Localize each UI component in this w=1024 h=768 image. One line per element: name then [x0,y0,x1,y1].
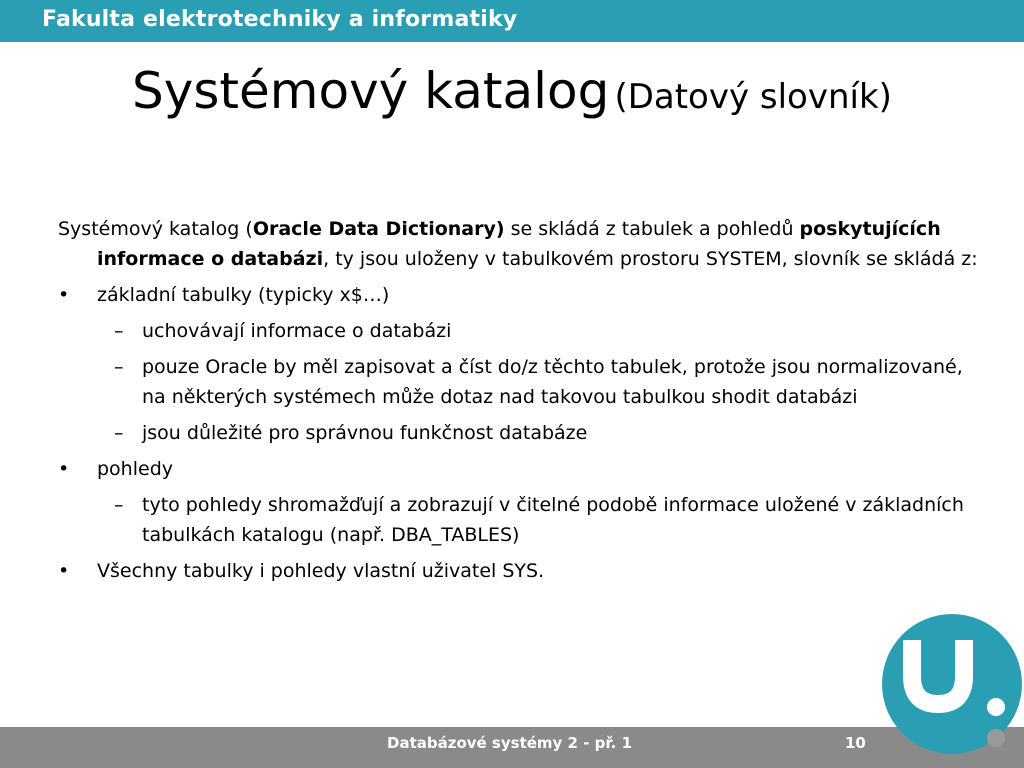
page-number: 10 [845,734,866,752]
bullet-item [58,556,988,586]
bullet-text: základní tabulky (typicky x$…) [97,284,390,306]
slide-title-sub: (Datový slovník) [614,77,892,117]
intro-text: Systémový katalog ( [58,218,253,240]
footer-bar [0,727,1024,768]
sub-bullet-text: tyto pohledy shromažďují a zobrazují v čitelné podobě informace uložené v základních tabulkách katalogu (např. DBA_TABLES) [142,494,964,546]
header-bar [0,0,1024,42]
bullet-marker: • [58,560,70,582]
bullet-text: pohledy [97,458,173,480]
bullet-marker: • [58,458,70,480]
dash-marker: – [114,356,124,378]
dash-marker: – [114,494,124,516]
sub-bullet-item [58,490,988,550]
footer-course-title: Databázové systémy 2 - př. 1 [387,734,633,752]
dash-marker: – [114,422,124,444]
university-logo-icon [880,612,1024,768]
sub-bullet-item [58,418,988,448]
logo-dot [987,729,1005,747]
bullet-marker: • [58,284,70,306]
bullet-item [58,280,988,310]
intro-bold-text: Oracle Data Dictionary) [252,218,505,240]
slide-title-main: Systémový katalog [132,62,610,120]
intro-paragraph [58,214,988,274]
sub-bullet-text: pouze Oracle by měl zapisovat a číst do/z těchto tabulek, protože jsou normalizované, na některých systémech může dotaz nad takovou tabulkou shodit databázi [142,356,963,408]
logo-dot [987,698,1005,716]
sub-bullet-text: uchovávají informace o databázi [142,320,452,342]
sub-bullet-text: jsou důležité pro správnou funkčnost databáze [142,422,588,444]
bullet-item [58,454,988,484]
intro-text: se skládá z tabulek a pohledů [504,218,800,240]
faculty-name: Fakulta elektrotechniky a informatiky [42,7,518,32]
intro-bold-text: poskytujících informace o databázi [97,218,941,270]
sub-bullet-item [58,352,988,412]
intro-text: , ty jsou uloženy v tabulkovém prostoru SYSTEM, slovník se skládá z: [323,248,978,270]
bullet-text: Všechny tabulky i pohledy vlastní uživatel SYS. [97,560,545,582]
slide-title [0,62,1024,120]
dash-marker: – [114,320,124,342]
slide-content [58,214,988,592]
sub-bullet-item [58,316,988,346]
